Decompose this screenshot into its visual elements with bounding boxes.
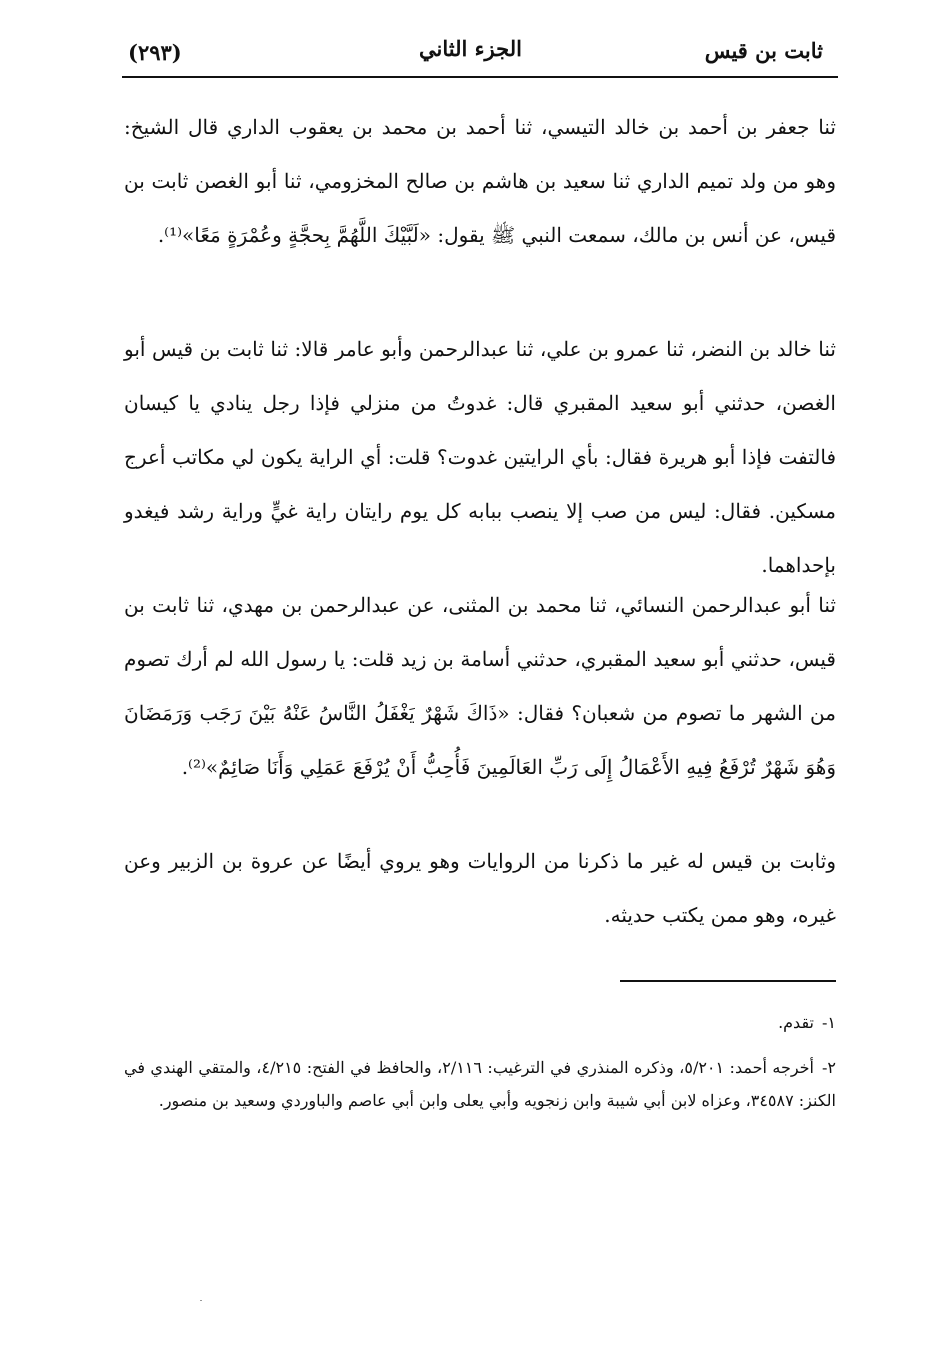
footnotes — [124, 1006, 836, 1129]
footnote-number: ١- — [822, 1013, 836, 1032]
paragraph-4: وثابت بن قيس له غير ما ذكرنا من الروايات وهو يروي أيضًا عن عروة بن الزبير وعن غيره، وهو ممن يكتب حديثه. — [124, 849, 836, 927]
page-number: (٢٩٣) — [128, 40, 182, 65]
footnote-number: ٢- — [822, 1058, 837, 1077]
header-rule — [122, 76, 838, 78]
paragraph-2: ثنا خالد بن النضر، ثنا عمرو بن علي، ثنا عبدالرحمن وأبو عامر قالا: ثنا ثابت بن قيس أبو الغصن، حدثني أبو سعيد المقبري قال: غدوتُ من منزلي فإذا رجل ينادي يا كيسان فالتفت فإذا أبو هريرة فقال: بأي الرايتين غدوت؟ قلت: أي الراية يكون لي مكاتب أعرج مسكين. فقال: ليس من صب إلا ينصب ببابه كل يوم رايتان راية غيٍّ وراية رشد فيغدو بإحداهما. — [124, 337, 836, 577]
footnote-2 — [124, 1051, 836, 1117]
footnote-1 — [124, 1006, 836, 1039]
footnote-text: تقدم. — [778, 1013, 814, 1032]
part-label: الجزء الثاني — [419, 36, 522, 61]
paragraph-3: ثنا أبو عبدالرحمن النسائي، ثنا محمد بن المثنى، عن عبدالرحمن بن مهدي، ثنا ثابت بن قيس، حدثني أبو سعيد المقبري، حدثني أسامة بن زيد قلت: يا رسول الله لم أرك تصوم من الشهر ما تصوم من شعبان؟ فقال: «ذَاكَ شَهْرٌ يَغْفَلُ النَّاسُ عَنْهُ بَيْنَ رَجَب وَرَمَضَانَ وَهُوَ شَهْرٌ تُرْفَعُ فِيهِ الأَعْمَالُ إِلَى رَبِّ العَالَمِينَ فَأُحِبُّ أَنْ يُرْفَعَ عَمَلِي وَأَنَا صَائِمٌ»⁽²⁾. — [124, 593, 836, 779]
chapter-title: ثابت بن قيس — [704, 38, 823, 63]
scan-speck — [200, 1300, 202, 1301]
footnote-text: أخرجه أحمد: ٥/٢٠١، وذكره المنذري في الترغيب: ٢/١١٦، والحافظ في الفتح: ٤/٢١٥، والمتقي الهندي في الكنز: ٣٤٥٨٧، وعزاه لابن أبي شيبة وابن زنجويه وأبي يعلى وابن أبي عاصم والباوردي وسعيد بن منصور. — [124, 1058, 836, 1110]
footnote-rule — [620, 980, 836, 982]
paragraph-1: ثنا جعفر بن أحمد بن خالد التيسي، ثنا أحمد بن محمد بن يعقوب الداري قال الشيخ: وهو من ولد تميم الداري ثنا سعيد بن هاشم بن صالح المخزومي، ثنا أبو الغصن ثابت بن قيس، عن أنس بن مالك، سمعت النبي ﷺ يقول: «لَبَّيْكَ اللَّهُمَّ بِحجَّةٍ وعُمْرَةٍ مَعًا»⁽¹⁾. — [124, 115, 836, 247]
